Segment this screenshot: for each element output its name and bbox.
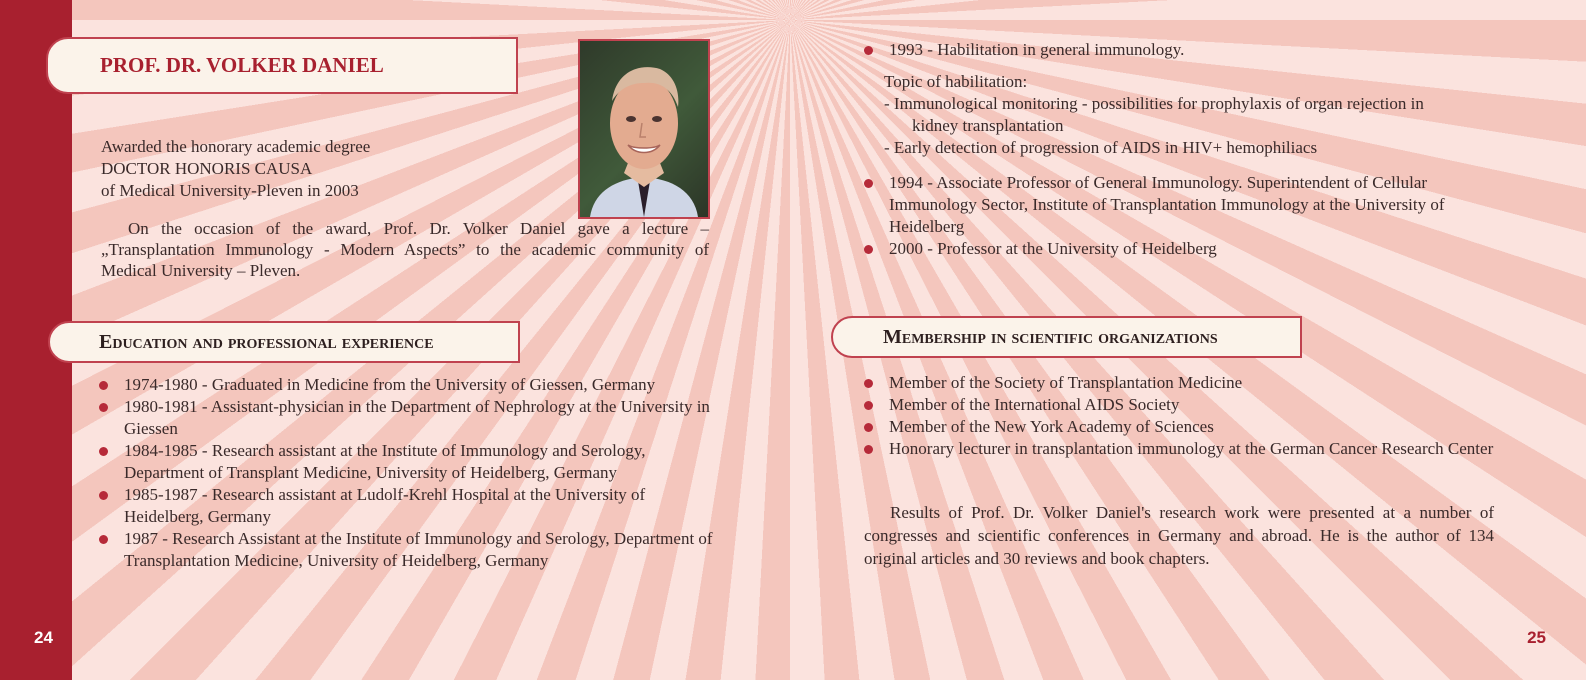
list-item: 1980-1981 - Assistant-physician in the Department of Nephrology at the University in Giessen	[99, 396, 719, 440]
list-item: 2000 - Professor at the University of Heidelberg	[864, 238, 1504, 260]
portrait-illustration	[580, 41, 708, 217]
award-text	[101, 136, 421, 202]
award-line: DOCTOR HONORIS CAUSA	[101, 159, 313, 178]
professorship-list	[864, 172, 1504, 260]
list-item: Member of the International AIDS Society	[864, 394, 1504, 416]
portrait-photo	[578, 39, 710, 219]
lecture-paragraph: On the occasion of the award, Prof. Dr. Volker Daniel gave a lecture – „Transplantation Immunology - Modern Aspects” to the academic community of Medical University – Pleven.	[101, 219, 709, 280]
membership-heading-box	[831, 316, 1302, 358]
membership-heading: Membership in scientific organizations	[883, 325, 1218, 348]
list-item: Member of the New York Academy of Sciences	[864, 416, 1504, 438]
education-heading-box	[48, 321, 520, 363]
award-line: Awarded the honorary academic degree	[101, 137, 371, 156]
list-item: 1987 - Research Assistant at the Institute of Immunology and Serology, Department of Transplantation Medicine, University of Heidelberg, Germany	[99, 528, 719, 572]
topic-item	[884, 93, 1504, 137]
award-line: of Medical University-Pleven in 2003	[101, 181, 359, 200]
topic-item-line: kidney transplantation	[912, 116, 1064, 135]
topic-item	[884, 137, 1504, 159]
education-list	[99, 374, 719, 572]
education-heading: Education and professional experience	[99, 330, 434, 353]
page-number-right: 25	[1527, 628, 1546, 647]
list-item: 1985-1987 - Research assistant at Ludolf-Krehl Hospital at the University of Heidelberg, Germany	[99, 484, 719, 528]
list-item: 1994 - Associate Professor of General Immunology. Superintendent of Cellular Immunology Sector, Institute of Transplantation Immunology at the University of Heidelberg	[864, 172, 1504, 238]
topic-item-line: - Immunological monitoring - possibilities for prophylaxis of organ rejection in	[884, 94, 1424, 113]
topic-item-line: - Early detection of progression of AIDS in HIV+ hemophiliacs	[884, 138, 1318, 157]
page-number-left: 24	[34, 628, 53, 647]
habilitation-list	[864, 39, 1504, 61]
list-item: 1974-1980 - Graduated in Medicine from the University of Giessen, Germany	[99, 374, 719, 396]
name-title: PROF. DR. VOLKER DANIEL	[100, 53, 384, 77]
topic-label: Topic of habilitation:	[884, 72, 1028, 91]
list-item: 1993 - Habilitation in general immunology.	[864, 39, 1504, 61]
name-title-box	[46, 37, 518, 94]
results-paragraph: Results of Prof. Dr. Volker Daniel's research work were presented at a number of congresses and scientific conferences in Germany and abroad. He is the author of 134 original articles and 30 reviews and book chapters.	[864, 503, 1494, 568]
list-item: Member of the Society of Transplantation Medicine	[864, 372, 1504, 394]
list-item: 1984-1985 - Research assistant at the Institute of Immunology and Serology, Department of Transplant Medicine, University of Heidelberg, Germany	[99, 440, 719, 484]
habilitation-topic	[884, 71, 1504, 159]
list-item: Honorary lecturer in transplantation immunology at the German Cancer Research Center	[864, 438, 1504, 460]
membership-list	[864, 372, 1504, 460]
